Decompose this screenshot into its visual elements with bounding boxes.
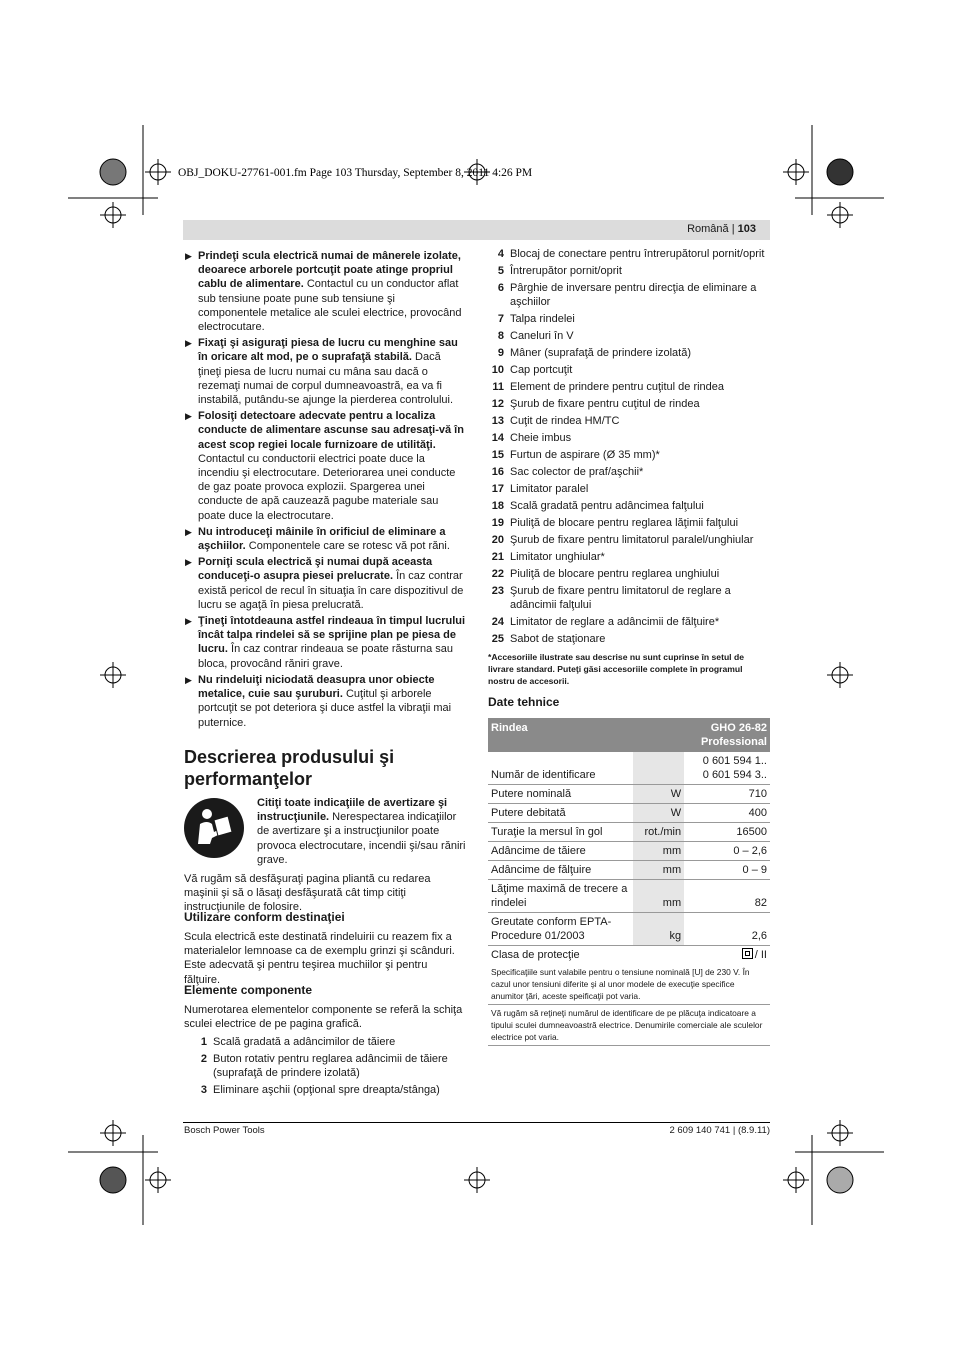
table-row xyxy=(488,823,770,842)
tech-unit: mm xyxy=(633,842,684,861)
component-item xyxy=(488,247,770,261)
tech-label: Greutate conform EPTA-Procedure 01/2003 xyxy=(488,913,633,946)
component-number: 16 xyxy=(491,466,504,479)
component-item xyxy=(191,1083,466,1097)
table-row xyxy=(488,861,770,880)
bullet-arrow-icon: ▶ xyxy=(185,411,192,422)
tech-label: Clasa de protecţie xyxy=(491,949,580,961)
component-label: Sabot de staţionare xyxy=(510,633,606,646)
component-item xyxy=(488,567,770,581)
table-row xyxy=(488,880,770,913)
unfold-text: Vă rugăm să desfăşuraţi pagina pliantă cu redarea maşinii şi să o lăsaţi desfăşurată cât timp citiţi instrucţiunile de folosire. xyxy=(184,873,431,914)
component-item xyxy=(488,264,770,278)
component-label: Cap portcuţit xyxy=(510,364,573,377)
tech-unit: mm xyxy=(633,880,684,913)
component-number: 8 xyxy=(497,330,504,343)
component-number: 20 xyxy=(491,534,504,547)
component-label: Scală gradată a adâncimilor de tăiere xyxy=(213,1036,396,1048)
component-label: Caneluri în V xyxy=(510,330,574,343)
table-row xyxy=(488,804,770,823)
component-label: Furtun de aspirare (Ø 35 mm)* xyxy=(510,449,660,462)
bullet-arrow-icon: ▶ xyxy=(185,338,192,349)
component-item xyxy=(488,482,770,496)
component-item xyxy=(488,397,770,411)
table-row xyxy=(488,913,770,946)
component-item xyxy=(488,380,770,394)
tech-label: Adâncime de tăiere xyxy=(488,842,633,861)
component-label: Şurub de fixare pentru limitatorul de reglare a adâncimii falţului xyxy=(510,585,731,612)
tech-unit: mm xyxy=(633,861,684,880)
page-number: 103 xyxy=(737,223,756,235)
component-item xyxy=(488,431,770,445)
footer-right: 2 609 140 741 | (8.9.11) xyxy=(669,1125,770,1136)
tech-col-label: Rindea xyxy=(488,718,684,752)
component-number: 19 xyxy=(491,517,504,530)
safety-bullet-text: Contactul cu conductorii electrici poate duce la incendiu şi electrocutare. Deteriorarea unei conducte de gaz poate provoca explozii. Spargerea unei conducte de apă cauzează pagube materiale sau poate duce la electrocutare. xyxy=(198,452,456,522)
component-item xyxy=(488,312,770,326)
safety-bullet xyxy=(184,409,466,523)
safety-bullet-bold: Ţineţi întotdeauna astfel rindeaua în timpul lucrului încât talpa rindelei să se sprijine plan pe piesa de lucru. xyxy=(198,615,466,656)
component-label: Şurub de fixare pentru cuţitul de rindea xyxy=(510,398,700,411)
component-label: Şurub de fixare pentru limitatorul paralel/unghiular xyxy=(510,534,754,547)
tech-value-text: 710 xyxy=(748,788,767,800)
safety-bullet-bold: Nu rindeluiţi niciodată deasupra unor obiecte metalice, cuie sau şuruburi. xyxy=(198,673,435,701)
component-item xyxy=(488,615,770,629)
bullet-arrow-icon: ▶ xyxy=(185,557,192,568)
component-label: Eliminare aşchii (opţional spre dreapta/stânga) xyxy=(213,1084,440,1097)
component-number: 12 xyxy=(491,398,504,411)
tech-value xyxy=(684,946,770,965)
safety-bullet xyxy=(184,555,466,612)
tech-value-text: 0 601 594 1.. 0 601 594 3.. xyxy=(702,755,767,781)
component-label: Limitator paralel xyxy=(510,483,589,496)
safety-bullet-text: În caz contrar rindeaua se poate răsturna sau bloca, provocând răniri grave. xyxy=(198,643,453,670)
component-number: 5 xyxy=(497,265,504,277)
tech-value xyxy=(684,752,770,785)
component-number: 22 xyxy=(491,568,504,581)
tech-label: Turaţie la mersul în gol xyxy=(488,823,633,842)
safety-bullet-bold: Nu introduceţi mâinile în orificiul de eliminare a aşchiilor. xyxy=(198,525,446,553)
component-number: 13 xyxy=(491,415,504,428)
component-item xyxy=(191,1052,466,1080)
component-item xyxy=(488,281,770,309)
component-label: Blocaj de conectare pentru întrerupătorul pornit/oprit xyxy=(510,248,765,260)
tech-value xyxy=(684,880,770,913)
tech-value-text: 400 xyxy=(748,807,767,819)
component-item xyxy=(488,584,770,612)
component-item xyxy=(488,533,770,547)
tech-unit xyxy=(633,946,684,965)
warning-text xyxy=(257,796,466,867)
safety-bullet-text: Cuţitul şi arborele portcuţit se pot deteriora şi duce astfel la vibraţii mai puternice. xyxy=(198,688,452,729)
components-heading: Elemente componente xyxy=(184,983,313,997)
table-row xyxy=(488,842,770,861)
component-item xyxy=(488,414,770,428)
component-number: 9 xyxy=(497,347,504,360)
safety-bullet-text: Dacă ţineţi piesa de lucru numai cu mâna sau dacă o rezemaţi numai de corpul dumneavoastră, ea va fi instabilă, putându-se ajunge la pierderea controlului. xyxy=(198,351,454,407)
component-item xyxy=(191,1035,466,1049)
safety-bullet xyxy=(184,525,466,553)
tech-label: Putere debitată xyxy=(488,804,633,823)
component-label: Pârghie de inversare pentru direcţia de eliminare a aşchiilor xyxy=(510,282,757,309)
component-number: 11 xyxy=(492,381,504,394)
component-number: 25 xyxy=(491,633,504,646)
table-row xyxy=(488,785,770,804)
tech-value-text: 0 – 2,6 xyxy=(733,845,767,857)
component-item xyxy=(488,499,770,513)
component-item xyxy=(488,329,770,343)
component-item xyxy=(488,516,770,530)
safety-bullet-bold: Prindeţi scula electrică numai de mânerele izolate, deoarece arborele portcuţit poate atinge propriul cablu de alimentare. xyxy=(198,250,461,291)
tech-value xyxy=(684,785,770,804)
safety-bullets xyxy=(184,249,466,732)
file-info: OBJ_DOKU-27761-001.fm Page 103 Thursday, September 8, 2011 4:26 PM xyxy=(178,167,533,179)
component-label: Limitator unghiular* xyxy=(510,551,605,564)
component-number: 23 xyxy=(491,585,504,598)
component-number: 17 xyxy=(491,483,504,496)
safety-bullet xyxy=(184,673,466,730)
tech-note-identification: Vă rugăm să reţineţi numărul de identificare de pe plăcuţa indicatoare a tipului sculei dumneavoastră electrice. Denumirile comerciale ale sculelor electrice pot varia. xyxy=(491,1008,763,1042)
warning-body: Nerespectarea indicaţiilor de avertizare şi a instrucţiunilor poate provoca electrocutare, incendii şi/sau răniri grave. xyxy=(257,811,466,866)
component-item xyxy=(488,465,770,479)
components-intro: Numerotarea elementelor componente se referă la schiţa sculei electrice de pe pagina grafică. xyxy=(184,1004,463,1031)
component-number: 14 xyxy=(491,432,504,445)
safety-bullet xyxy=(184,614,466,671)
intended-use-text: Scula electrică este destinată rindeluirii cu reazem fix a materialelor lemnoase ca de exemplu grinzi şi scânduri. Este adecvată şi pentru teşirea muchiilor şi pentru fălţuire. xyxy=(184,931,455,986)
tech-unit: rot./min xyxy=(633,823,684,842)
tech-label: Număr de identificare xyxy=(488,752,633,785)
component-number: 18 xyxy=(491,500,504,513)
table-row xyxy=(488,752,770,785)
component-label: Cheie imbus xyxy=(510,432,572,445)
component-label: Cuţit de rindea HM/TC xyxy=(510,415,620,428)
component-label: Întrerupător pornit/oprit xyxy=(510,265,622,277)
bullet-arrow-icon: ▶ xyxy=(185,616,192,627)
component-label: Talpa rindelei xyxy=(510,313,575,326)
tech-label: Adâncime de fălţuire xyxy=(488,861,633,880)
component-label: Piuliţă de blocare pentru reglarea unghiului xyxy=(510,568,720,581)
safety-bullet xyxy=(184,249,466,334)
component-number: 10 xyxy=(491,364,504,377)
safety-bullet-bold: Folosiţi detectoare adecvate pentru a localiza conducte de alimentare ascunse sau adresaţi-vă în acest scop regiei locale furnizoare de utilităţi. xyxy=(198,410,464,451)
tech-note-voltage: Specificaţiile sunt valabile pentru o tensiune nominală [U] de 230 V. În cazul unor tensiuni diferite şi al unor modele de execuţie specifice anumitor ţări, aceste speificaţii pot varia. xyxy=(488,964,770,1005)
header-language: Română xyxy=(687,223,729,235)
safety-bullet-bold: Fixaţi şi asiguraţi piesa de lucru cu menghine sau în oricare alt mod, pe o suprafaţă stabilă. xyxy=(198,337,458,364)
tech-value xyxy=(684,804,770,823)
tech-value xyxy=(684,861,770,880)
component-label: Element de prindere pentru cuţitul de rindea xyxy=(510,381,725,394)
tech-value-text: / II xyxy=(754,949,767,961)
footer-divider xyxy=(183,1122,770,1123)
component-list-right xyxy=(488,247,770,687)
page-header: Română | 103 xyxy=(183,220,770,240)
intended-use-heading: Utilizare conform destinaţiei xyxy=(184,910,345,924)
component-label: Buton rotativ pentru reglarea adâncimii de tăiere (suprafaţă de prindere izolată) xyxy=(213,1053,448,1080)
safety-bullet-text: Componentele care se rotesc vă pot răni. xyxy=(245,540,450,553)
tech-label: Lăţime maximă de trecere a rindelei xyxy=(488,880,633,913)
tech-unit: W xyxy=(633,785,684,804)
tech-data-heading: Date tehnice xyxy=(488,695,560,709)
tech-unit: W xyxy=(633,804,684,823)
safety-bullet-text: Contactul cu un conductor aflat sub tensiune poate pune sub tensiune şi componentele metalice ale sculei electrice, provocând electrocutare. xyxy=(198,278,462,334)
section-title: Descrierea produsului şi performanţelor xyxy=(184,747,395,789)
tech-value-text: 16500 xyxy=(736,826,767,838)
tech-value xyxy=(684,913,770,946)
component-number: 21 xyxy=(491,551,504,564)
read-manual-icon xyxy=(184,798,244,858)
tech-unit: kg xyxy=(633,913,684,946)
component-item xyxy=(488,346,770,360)
component-label: Piuliţă de blocare pentru reglarea lăţimii falţului xyxy=(510,517,739,530)
component-number: 7 xyxy=(497,313,504,326)
safety-bullet xyxy=(184,336,466,407)
warning-bold: Citiţi toate indicaţiile de avertizare şi instrucţiunile. xyxy=(257,797,448,824)
component-number: 3 xyxy=(200,1084,207,1097)
component-number: 24 xyxy=(491,616,504,629)
component-number: 15 xyxy=(491,449,504,462)
component-list-left xyxy=(191,1035,466,1100)
component-label: Limitator de reglare a adâncimii de fălţuire* xyxy=(510,616,720,629)
component-number: 1 xyxy=(200,1036,207,1048)
safety-bullet-bold: Porniţi scula electrică şi numai după aceasta conduceţi-o asupra piesei prelucrate. xyxy=(198,556,433,583)
component-label: Scală gradată pentru adâncimea falţului xyxy=(510,500,704,513)
component-label: Mâner (suprafaţă de prindere izolată) xyxy=(510,347,691,360)
tech-value-text: 2,6 xyxy=(751,930,767,942)
tech-label: Putere nominală xyxy=(488,785,633,804)
component-label: Sac colector de praf/aşchii* xyxy=(510,466,644,479)
footer-left: Bosch Power Tools xyxy=(184,1125,265,1136)
component-number: 4 xyxy=(497,248,504,260)
tech-col-model: GHO 26-82 Professional xyxy=(684,718,770,752)
tech-unit xyxy=(633,752,684,785)
component-item xyxy=(488,448,770,462)
component-item xyxy=(488,632,770,646)
bullet-arrow-icon: ▶ xyxy=(185,526,192,537)
tech-data-table xyxy=(488,718,770,1046)
tech-value-text: 0 – 9 xyxy=(742,864,767,876)
accessories-footnote: *Accesoriile ilustrate sau descrise nu sunt cuprinse în setul de livrare standard. Puteţi găsi accesoriile complete în programul nostru de accesorii. xyxy=(488,651,744,686)
tech-value xyxy=(684,842,770,861)
table-row xyxy=(488,946,770,965)
component-number: 6 xyxy=(497,282,504,294)
component-item xyxy=(488,550,770,564)
bullet-arrow-icon: ▶ xyxy=(185,251,192,261)
safety-bullet-text: În caz contrar există pericol de recul în situaţia în care dispozitivul de lucru se agaţă în piesa prelucrată. xyxy=(198,570,464,611)
protection-class-icon xyxy=(742,948,753,959)
bullet-arrow-icon: ▶ xyxy=(185,674,192,685)
tech-value-text: 82 xyxy=(754,897,767,909)
tech-value xyxy=(684,823,770,842)
component-item xyxy=(488,363,770,377)
component-number: 2 xyxy=(200,1053,207,1065)
